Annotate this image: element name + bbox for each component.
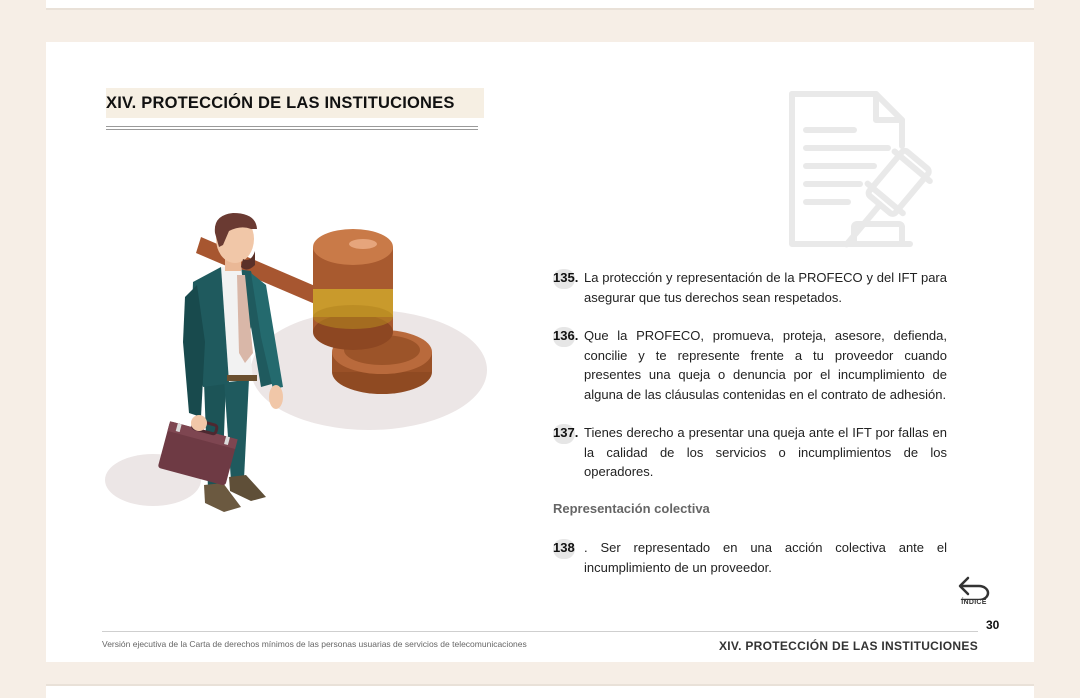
item-text: . Ser representado en una acción colectiva ante el incumplimiento de un proveedor. <box>584 540 947 575</box>
item-text: Tienes derecho a presentar una queja ante el IFT por fallas en la calidad de los servicios o incumplimientos de los operadores. <box>584 425 947 479</box>
list-item <box>553 538 947 577</box>
rights-list <box>553 268 947 596</box>
item-text: La protección y representación de la PROFECO y del IFT para asegurar que tus derechos sean respetados. <box>584 270 947 305</box>
previous-page-edge <box>46 0 1034 10</box>
title-underline <box>106 126 478 127</box>
item-number: 135. <box>553 270 579 285</box>
footer-document-title: Versión ejecutiva de la Carta de derechos mínimos de las personas usuarias de servicios de telecomunicaciones <box>102 639 527 649</box>
item-number: 136. <box>553 328 579 343</box>
indice-label: ÍNDICE <box>961 599 987 606</box>
return-arrow-icon <box>954 574 996 600</box>
footer-section-title: XIV. PROTECCIÓN DE LAS INSTITUCIONES <box>718 639 978 653</box>
item-number: 138 <box>553 540 575 555</box>
indice-button[interactable] <box>954 574 996 612</box>
item-number: 137. <box>553 425 579 440</box>
item-text: Que la PROFECO, promueva, proteja, asesore, defienda, concilie y te represente frente a tu proveedor cuando presentes una queja o denuncia por el incumplimiento de alguna de las cláusulas contenidas en el contrato de adhesión. <box>584 328 947 402</box>
list-item <box>553 326 947 404</box>
list-item <box>553 268 947 307</box>
page-number: 30 <box>986 618 1000 632</box>
section-title: XIV. PROTECCIÓN DE LAS INSTITUCIONES <box>106 94 455 112</box>
subheading: Representación colectiva <box>553 500 710 516</box>
lawyer-with-gavel-illustration <box>101 167 491 527</box>
document-page <box>46 42 1034 662</box>
title-underline-2 <box>106 129 478 130</box>
list-item <box>553 423 947 482</box>
footer-divider <box>102 631 978 632</box>
document-gavel-icon <box>784 86 954 254</box>
